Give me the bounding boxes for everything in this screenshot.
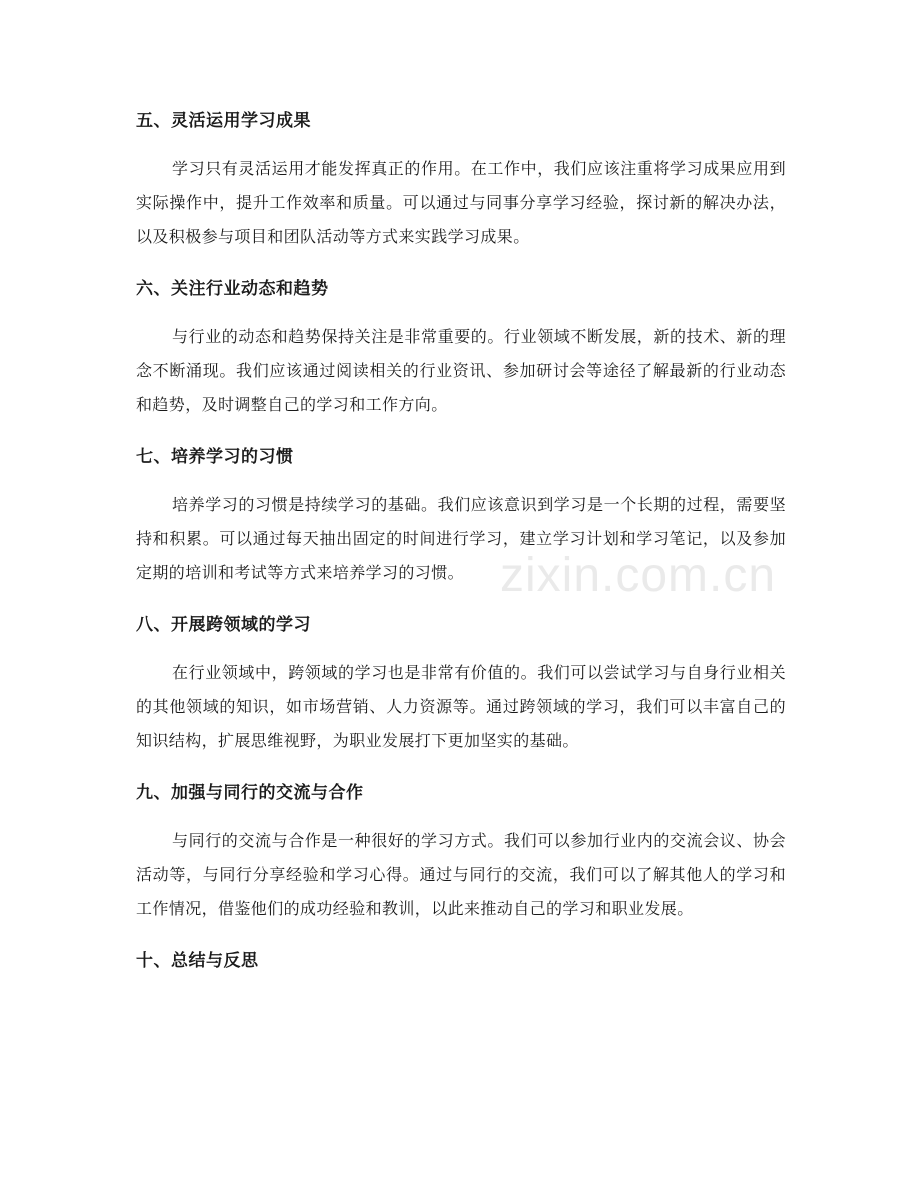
section-body-7: 培养学习的习惯是持续学习的基础。我们应该意识到学习是一个长期的过程，需要坚持和积累。可以通过每天抽出固定的时间进行学习，建立学习计划和学习笔记，以及参加定期的培训和考试等方式来培养学习的习惯。 (136, 495, 786, 582)
section-heading-6: 六、关注行业动态和趋势 (136, 279, 329, 299)
section-heading-8: 八、开展跨领域的学习 (136, 615, 311, 635)
section-body-6: 与行业的动态和趋势保持关注是非常重要的。行业领域不断发展，新的技术、新的理念不断涌现。我们应该通过阅读相关的行业资讯、参加研讨会等途径了解最新的行业动态和趋势，及时调整自己的学习和工作方向。 (136, 327, 786, 414)
section-body-9: 与同行的交流与合作是一种很好的学习方式。我们可以参加行业内的交流会议、协会活动等，与同行分享经验和学习心得。通过与同行的交流，我们可以了解其他人的学习和工作情况，借鉴他们的成功经验和教训，以此来推动自己的学习和职业发展。 (136, 831, 786, 918)
watermark: zixin.com.cn (500, 549, 777, 602)
document-content (136, 104, 786, 992)
section-heading-5: 五、灵活运用学习成果 (136, 111, 311, 131)
section-heading-10: 十、总结与反思 (136, 951, 259, 971)
section-heading-9: 九、加强与同行的交流与合作 (136, 783, 364, 803)
section-body-8: 在行业领域中，跨领域的学习也是非常有价值的。我们可以尝试学习与自身行业相关的其他领域的知识，如市场营销、人力资源等。通过跨领域的学习，我们可以丰富自己的知识结构，扩展思维视野，为职业发展打下更加坚实的基础。 (136, 663, 786, 750)
section-heading-7: 七、培养学习的习惯 (136, 447, 294, 467)
section-body-5: 学习只有灵活运用才能发挥真正的作用。在工作中，我们应该注重将学习成果应用到实际操作中，提升工作效率和质量。可以通过与同事分享学习经验，探讨新的解决办法，以及积极参与项目和团队活动等方式来实践学习成果。 (136, 159, 786, 246)
